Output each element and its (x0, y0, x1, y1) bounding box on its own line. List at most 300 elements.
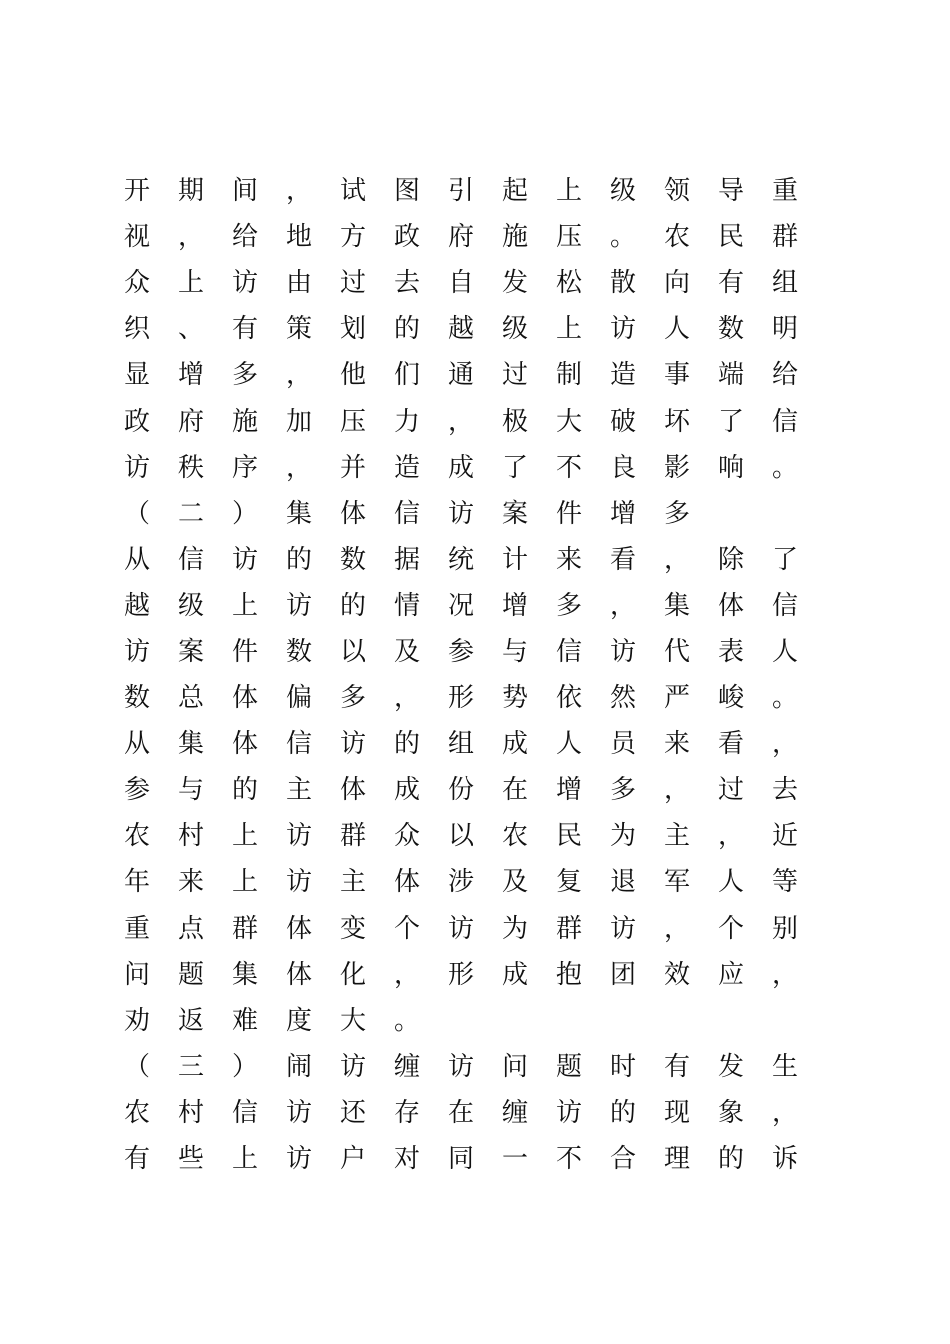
character: 去 (771, 775, 798, 806)
text-line (110, 398, 830, 444)
character: 成 (393, 775, 420, 806)
character: 导 (717, 176, 744, 207)
character: 理 (663, 1144, 690, 1175)
text-line (110, 952, 830, 998)
character: 有 (717, 268, 744, 299)
text-line (110, 1136, 830, 1182)
character: ， (393, 683, 420, 714)
character: 大 (339, 1005, 366, 1036)
character: 视 (123, 222, 150, 253)
character: ， (663, 544, 690, 575)
character: 领 (663, 176, 690, 207)
character: 府 (177, 406, 204, 437)
character: 访 (231, 544, 258, 575)
character: 以 (339, 636, 366, 667)
character: 成 (501, 729, 528, 760)
character: 军 (663, 867, 690, 898)
character: 自 (447, 268, 474, 299)
character: 越 (447, 314, 474, 345)
character: 坏 (663, 406, 690, 437)
text-line (110, 767, 830, 813)
character: 级 (177, 590, 204, 621)
character: 与 (501, 636, 528, 667)
character: 信 (393, 498, 420, 529)
character: 向 (663, 268, 690, 299)
character: 数 (123, 683, 150, 714)
character: 的 (285, 544, 312, 575)
character: 退 (609, 867, 636, 898)
character: 总 (177, 683, 204, 714)
character: 为 (501, 913, 528, 944)
character: 访 (231, 268, 258, 299)
character: 方 (339, 222, 366, 253)
character: ， (771, 959, 798, 990)
character: 上 (555, 314, 582, 345)
character: 农 (663, 222, 690, 253)
text-line (110, 629, 830, 675)
character: 农 (123, 1097, 150, 1128)
text-line (110, 675, 830, 721)
character: 体 (285, 913, 312, 944)
character: ， (663, 913, 690, 944)
character: 信 (555, 636, 582, 667)
character: 级 (609, 176, 636, 207)
character: 抱 (555, 959, 582, 990)
character: 变 (339, 913, 366, 944)
character: 访 (609, 314, 636, 345)
character: 案 (501, 498, 528, 529)
character: 给 (231, 222, 258, 253)
character: 了 (501, 452, 528, 483)
character: 信 (771, 406, 798, 437)
character: 形 (447, 683, 474, 714)
character: 访 (123, 452, 150, 483)
text-line (110, 260, 830, 306)
character: 表 (717, 636, 744, 667)
character: 在 (501, 775, 528, 806)
character: 有 (123, 1144, 150, 1175)
character: 群 (555, 913, 582, 944)
character: 重 (771, 176, 798, 207)
character: 群 (339, 821, 366, 852)
character: 们 (393, 360, 420, 391)
character: 良 (609, 452, 636, 483)
character: 然 (609, 683, 636, 714)
character: 偏 (285, 683, 312, 714)
character: 点 (177, 913, 204, 944)
character: 信 (177, 544, 204, 575)
character: 难 (231, 1005, 258, 1036)
character: 来 (555, 544, 582, 575)
character: 体 (285, 959, 312, 990)
character: 户 (339, 1144, 366, 1175)
character: 代 (663, 636, 690, 667)
character: 访 (285, 1097, 312, 1128)
character: 题 (177, 959, 204, 990)
character: 起 (501, 176, 528, 207)
character: 访 (339, 729, 366, 760)
character: 策 (285, 314, 312, 345)
character: ， (393, 959, 420, 990)
character: 访 (447, 913, 474, 944)
character: 施 (501, 222, 528, 253)
character: 加 (285, 406, 312, 437)
character: 集 (285, 498, 312, 529)
character: 为 (609, 821, 636, 852)
character: 多 (555, 590, 582, 621)
character: 况 (447, 590, 474, 621)
character: 上 (177, 268, 204, 299)
character: ， (177, 222, 204, 253)
character: 的 (393, 314, 420, 345)
character: 应 (717, 959, 744, 990)
character: 效 (663, 959, 690, 990)
character: 峻 (717, 683, 744, 714)
character: 返 (177, 1005, 204, 1036)
character: 多 (231, 360, 258, 391)
character: ， (285, 452, 312, 483)
character: 化 (339, 959, 366, 990)
character: 他 (339, 360, 366, 391)
character: 群 (771, 222, 798, 253)
character: 上 (231, 867, 258, 898)
character: 多 (663, 498, 690, 529)
character: 复 (555, 867, 582, 898)
character: 制 (555, 360, 582, 391)
character: 据 (393, 544, 420, 575)
character: ， (285, 176, 312, 207)
character: 划 (339, 314, 366, 345)
character: 访 (285, 590, 312, 621)
character: 不 (555, 452, 582, 483)
text-line (110, 537, 830, 583)
character: 压 (339, 406, 366, 437)
character: 个 (717, 913, 744, 944)
text-line (110, 168, 830, 214)
character: 存 (393, 1097, 420, 1128)
character: 人 (717, 867, 744, 898)
section-heading (110, 491, 830, 537)
character: 集 (177, 729, 204, 760)
character: 生 (771, 1051, 798, 1082)
character: 个 (393, 913, 420, 944)
character: 。 (393, 1005, 420, 1036)
character: 及 (393, 636, 420, 667)
character: 松 (555, 268, 582, 299)
character: 众 (393, 821, 420, 852)
character: 年 (123, 867, 150, 898)
character: 增 (501, 590, 528, 621)
character: 度 (285, 1005, 312, 1036)
character: 问 (501, 1051, 528, 1082)
character: 及 (501, 867, 528, 898)
character: 增 (609, 498, 636, 529)
character: 散 (609, 268, 636, 299)
character: 发 (717, 1051, 744, 1082)
body-text (110, 168, 830, 1182)
text-line (110, 859, 830, 905)
character: 引 (447, 176, 474, 207)
character: 明 (771, 314, 798, 345)
character: 组 (447, 729, 474, 760)
character: 人 (663, 314, 690, 345)
character: 参 (123, 775, 150, 806)
character: 事 (663, 360, 690, 391)
character: 近 (771, 821, 798, 852)
character: 体 (717, 590, 744, 621)
character: 期 (177, 176, 204, 207)
character: 体 (339, 498, 366, 529)
text-line (110, 721, 830, 767)
character: 府 (447, 222, 474, 253)
character: 信 (231, 1097, 258, 1128)
character: ） (231, 498, 258, 529)
character: 势 (501, 683, 528, 714)
character: 过 (339, 268, 366, 299)
character: ， (717, 821, 744, 852)
character: 主 (339, 867, 366, 898)
character: 有 (663, 1051, 690, 1082)
character: 众 (123, 268, 150, 299)
character: 上 (555, 176, 582, 207)
character: 除 (717, 544, 744, 575)
character: 显 (123, 360, 150, 391)
text-line (110, 906, 830, 952)
character: 上 (231, 1144, 258, 1175)
character: 信 (285, 729, 312, 760)
character: 造 (393, 452, 420, 483)
character: 主 (285, 775, 312, 806)
character: 响 (717, 452, 744, 483)
character: 民 (555, 821, 582, 852)
character: 访 (609, 636, 636, 667)
character: 给 (771, 360, 798, 391)
character: 重 (123, 913, 150, 944)
character: 来 (177, 867, 204, 898)
character: 三 (177, 1051, 204, 1082)
character: 的 (609, 1097, 636, 1128)
character: ， (609, 590, 636, 621)
character: 村 (177, 821, 204, 852)
character: 极 (501, 406, 528, 437)
character: 去 (393, 268, 420, 299)
character: 政 (123, 406, 150, 437)
character: 多 (339, 683, 366, 714)
character: 越 (123, 590, 150, 621)
character: 参 (447, 636, 474, 667)
character: 访 (285, 821, 312, 852)
text-line (110, 352, 830, 398)
character: 缠 (501, 1097, 528, 1128)
character: 些 (177, 1144, 204, 1175)
character: 破 (609, 406, 636, 437)
character: 并 (339, 452, 366, 483)
character: ） (231, 1051, 258, 1082)
character: ， (771, 729, 798, 760)
text-line (110, 1090, 830, 1136)
text-line (110, 306, 830, 352)
character: ， (285, 360, 312, 391)
character: 二 (177, 498, 204, 529)
character: 访 (447, 498, 474, 529)
character: 题 (555, 1051, 582, 1082)
character: 的 (393, 729, 420, 760)
character: 来 (663, 729, 690, 760)
character: 的 (231, 775, 258, 806)
character: 从 (123, 544, 150, 575)
character: 序 (231, 452, 258, 483)
character: 体 (339, 775, 366, 806)
character: 现 (663, 1097, 690, 1128)
character: 增 (177, 360, 204, 391)
character: 图 (393, 176, 420, 207)
character: 访 (609, 913, 636, 944)
character: 发 (501, 268, 528, 299)
character: 间 (231, 176, 258, 207)
character: 。 (771, 683, 798, 714)
character: 闹 (285, 1051, 312, 1082)
character: 访 (123, 636, 150, 667)
character: 信 (771, 590, 798, 621)
character: 数 (717, 314, 744, 345)
character: 依 (555, 683, 582, 714)
character: 访 (555, 1097, 582, 1128)
section-heading (110, 1044, 830, 1090)
character: 成 (447, 452, 474, 483)
character: 体 (393, 867, 420, 898)
character: 件 (555, 498, 582, 529)
text-line (110, 813, 830, 859)
character: 、 (177, 314, 204, 345)
character: 看 (609, 544, 636, 575)
character: ， (447, 406, 474, 437)
character: 劝 (123, 1005, 150, 1036)
text-line (110, 214, 830, 260)
text-line (110, 583, 830, 629)
character: 了 (771, 544, 798, 575)
character: 集 (231, 959, 258, 990)
character: 上 (231, 821, 258, 852)
character: 成 (501, 959, 528, 990)
character: 增 (555, 775, 582, 806)
text-line (110, 998, 830, 1044)
character: 大 (555, 406, 582, 437)
character: 集 (663, 590, 690, 621)
character: 访 (339, 1051, 366, 1082)
character: 组 (771, 268, 798, 299)
character: 不 (555, 1144, 582, 1175)
character: 统 (447, 544, 474, 575)
character: （ (123, 1051, 150, 1082)
character: （ (123, 498, 150, 529)
character: 农 (501, 821, 528, 852)
character: 形 (447, 959, 474, 990)
character: 时 (609, 1051, 636, 1082)
character: 象 (717, 1097, 744, 1128)
character: 份 (447, 775, 474, 806)
character: 政 (393, 222, 420, 253)
character: 开 (123, 176, 150, 207)
character: 以 (447, 821, 474, 852)
character: 对 (393, 1144, 420, 1175)
character: 访 (285, 1144, 312, 1175)
character: 缠 (393, 1051, 420, 1082)
character: 村 (177, 1097, 204, 1128)
character: 的 (339, 590, 366, 621)
character: 员 (609, 729, 636, 760)
character: 农 (123, 821, 150, 852)
character: 施 (231, 406, 258, 437)
character: 过 (717, 775, 744, 806)
character: 由 (285, 268, 312, 299)
character: 人 (771, 636, 798, 667)
character: 还 (339, 1097, 366, 1128)
character: 人 (555, 729, 582, 760)
text-line (110, 445, 830, 491)
character: 同 (447, 1144, 474, 1175)
character: 。 (771, 452, 798, 483)
character: 访 (447, 1051, 474, 1082)
character: 从 (123, 729, 150, 760)
character: ， (771, 1097, 798, 1128)
character: 情 (393, 590, 420, 621)
character: 团 (609, 959, 636, 990)
character: 上 (231, 590, 258, 621)
character: 民 (717, 222, 744, 253)
character: 在 (447, 1097, 474, 1128)
character: 级 (501, 314, 528, 345)
character: 的 (717, 1144, 744, 1175)
character: 与 (177, 775, 204, 806)
character: 秩 (177, 452, 204, 483)
character: 织 (123, 314, 150, 345)
character: 力 (393, 406, 420, 437)
character: 体 (231, 683, 258, 714)
character: 通 (447, 360, 474, 391)
character: 有 (231, 314, 258, 345)
character: 体 (231, 729, 258, 760)
character: 了 (717, 406, 744, 437)
character: 一 (501, 1144, 528, 1175)
character: 案 (177, 636, 204, 667)
character: 造 (609, 360, 636, 391)
character: 等 (771, 867, 798, 898)
character: 多 (609, 775, 636, 806)
character: 群 (231, 913, 258, 944)
character: 试 (339, 176, 366, 207)
character: 涉 (447, 867, 474, 898)
character: 数 (285, 636, 312, 667)
character: 严 (663, 683, 690, 714)
character: 访 (285, 867, 312, 898)
character: 看 (717, 729, 744, 760)
character: 问 (123, 959, 150, 990)
character: 合 (609, 1144, 636, 1175)
character: 。 (609, 222, 636, 253)
character: 压 (555, 222, 582, 253)
character: 主 (663, 821, 690, 852)
character: 过 (501, 360, 528, 391)
character: 别 (771, 913, 798, 944)
character: 影 (663, 452, 690, 483)
character: 地 (285, 222, 312, 253)
character: 诉 (771, 1144, 798, 1175)
character: 件 (231, 636, 258, 667)
character: ， (663, 775, 690, 806)
character: 端 (717, 360, 744, 391)
character: 计 (501, 544, 528, 575)
character: 数 (339, 544, 366, 575)
